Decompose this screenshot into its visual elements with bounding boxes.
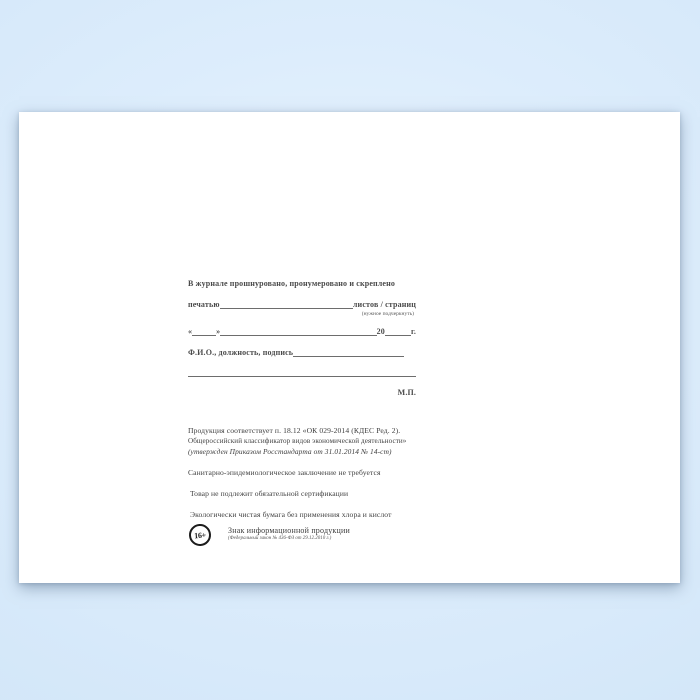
okved-line-1: Продукция соответствует п. 18.12 «ОК 029-2014 (КДЕС Ред. 2). [188,426,401,435]
okved-compliance-block [188,426,416,457]
signature-label: Ф.И.О., должность, подпись [188,348,294,357]
age-mark-law-note: (Федеральный закон № 436-ФЗ от 29.12.2010 г.) [228,536,332,541]
stamp-abbr: М.П. [397,388,416,397]
year-prefix: 20 [376,327,385,336]
month-underline [220,334,376,336]
day-underline [192,334,216,336]
ecology-statement: Экологически чистая бумага без применения хлора и кислот [190,510,392,519]
certification-statement: Товар не подлежит обязательной сертификации [190,489,349,498]
underline-hint: (нужное подчеркнуть) [361,311,414,317]
date-line [188,327,416,336]
text-block [188,279,416,559]
quote-open: « [188,327,193,336]
year-suffix: г. [410,327,416,336]
sheets-pages-label: листов / страниц [352,300,416,309]
blank-line-rule [188,376,416,377]
age-mark-text [228,526,350,542]
age-mark-title: Знак информационной продукции [228,526,350,535]
blank-underline [220,307,353,309]
age-rating-16-icon: 16+ [188,523,211,546]
seal-label: печатью [188,300,220,309]
stitched-statement: В журнале прошнуровано, пронумеровано и скреплено [188,279,396,288]
seal-line [188,300,416,309]
signature-underline [293,355,404,357]
okved-line-2: Общероссийский классификатор видов экономической деятельности» [188,437,407,446]
okved-line-3: (утвержден Приказом Росстандарта от 31.01.2014 № 14-ст) [188,446,392,456]
age-mark-row [188,524,416,546]
year-underline [385,334,411,336]
quote-close: » [216,327,221,336]
sanitary-statement: Санитарно-эпидемиологическое заключение не требуется [188,468,381,477]
journal-back-page [19,112,680,583]
signature-line [188,348,416,357]
